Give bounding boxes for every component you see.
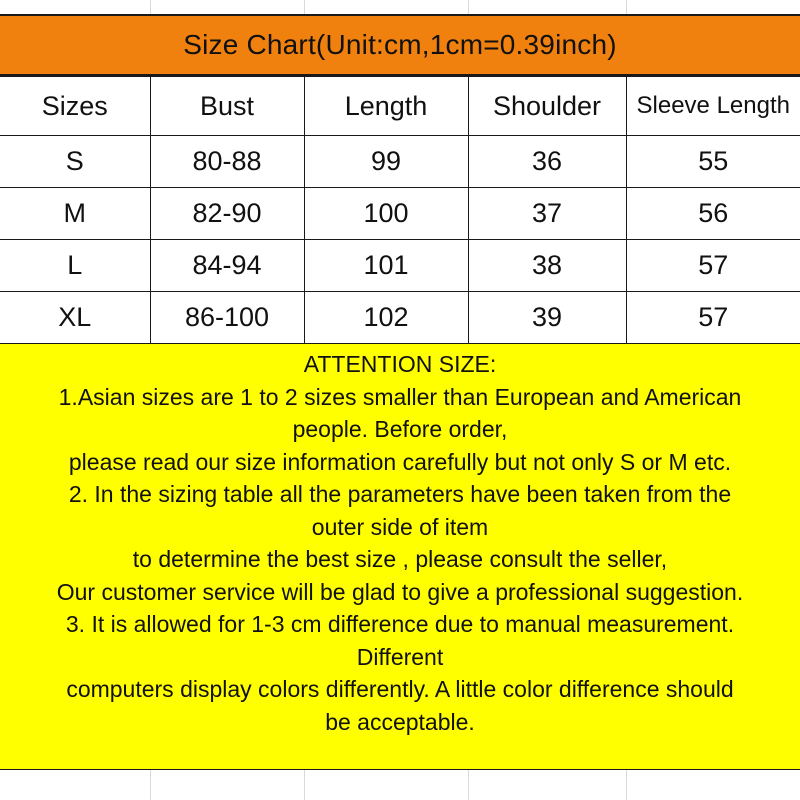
- cell-shoulder: 37: [468, 188, 626, 240]
- header-sleeve-length: Sleeve Length: [626, 77, 800, 136]
- notice-heading: ATTENTION SIZE:: [303, 351, 497, 377]
- notice-line: Our customer service will be glad to give a professional suggestion.: [56, 578, 744, 605]
- cell-size: M: [0, 188, 150, 240]
- cell-bust: 82-90: [150, 188, 304, 240]
- notice-line: be acceptable.: [325, 708, 475, 735]
- notice-line: please read our size information carefully but not only S or M etc.: [68, 448, 732, 475]
- notice-line: computers display colors differently. A little color difference should: [66, 676, 734, 702]
- header-bust: Bust: [150, 77, 304, 136]
- grid-line: [626, 770, 627, 800]
- notice-line: 2. In the sizing table all the parameters have been taken from the: [68, 481, 732, 507]
- notice-line: 3. It is allowed for 1-3 cm difference due to manual measurement.: [65, 611, 735, 637]
- attention-notice: [0, 343, 800, 770]
- table-row: [0, 292, 800, 344]
- cell-sleeve-length: 57: [626, 240, 800, 292]
- grid-line: [150, 0, 151, 14]
- size-table: [0, 76, 800, 344]
- cell-size: S: [0, 136, 150, 188]
- cell-length: 102: [304, 292, 468, 344]
- cell-bust: 86-100: [150, 292, 304, 344]
- grid-line: [626, 0, 627, 14]
- header-length: Length: [304, 77, 468, 136]
- size-chart-title: Size Chart(Unit:cm,1cm=0.39inch): [0, 14, 800, 76]
- cell-shoulder: 38: [468, 240, 626, 292]
- cell-size: L: [0, 240, 150, 292]
- cell-sleeve-length: 56: [626, 188, 800, 240]
- table-header-row: [0, 77, 800, 136]
- notice-line: to determine the best size , please consult the seller,: [132, 546, 668, 572]
- notice-line: 1.Asian sizes are 1 to 2 sizes smaller than European and American: [58, 383, 742, 410]
- grid-line: [150, 770, 151, 800]
- table-row: [0, 188, 800, 240]
- cell-length: 101: [304, 240, 468, 292]
- header-sizes: Sizes: [0, 77, 150, 136]
- grid-line: [304, 0, 305, 14]
- grid-line: [468, 770, 469, 800]
- header-shoulder: Shoulder: [468, 77, 626, 136]
- cell-length: 100: [304, 188, 468, 240]
- cell-shoulder: 39: [468, 292, 626, 344]
- grid-line: [304, 770, 305, 800]
- cell-size: XL: [0, 292, 150, 344]
- grid-line: [468, 0, 469, 14]
- notice-line: people. Before order,: [292, 416, 508, 442]
- table-row: [0, 240, 800, 292]
- cell-bust: 84-94: [150, 240, 304, 292]
- cell-sleeve-length: 55: [626, 136, 800, 188]
- table-row: [0, 136, 800, 188]
- cell-shoulder: 36: [468, 136, 626, 188]
- cell-sleeve-length: 57: [626, 292, 800, 344]
- cell-length: 99: [304, 136, 468, 188]
- notice-line: outer side of item: [311, 513, 489, 540]
- notice-line: Different: [356, 643, 444, 670]
- cell-bust: 80-88: [150, 136, 304, 188]
